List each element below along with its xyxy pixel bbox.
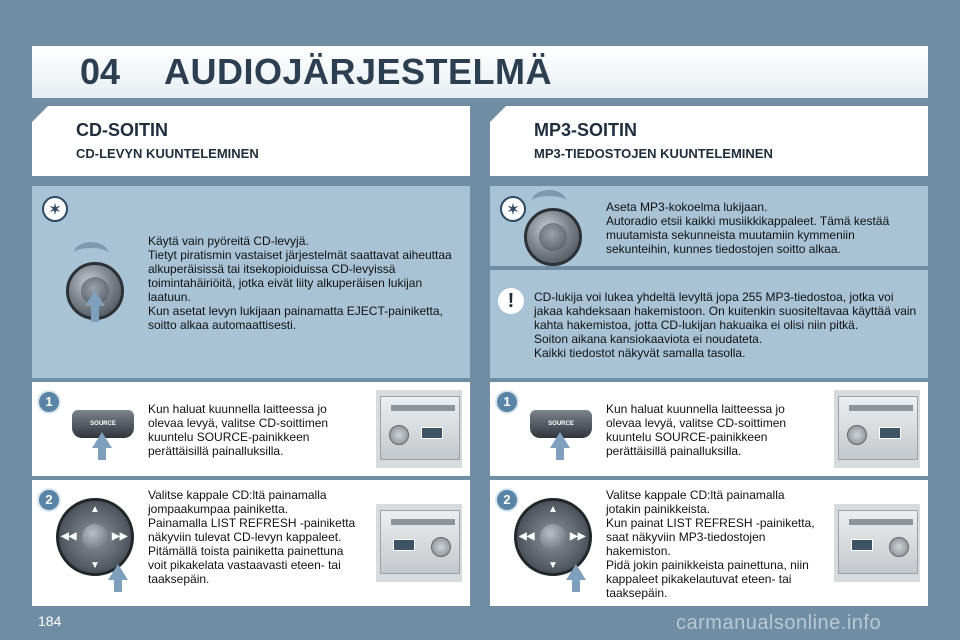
- watermark: carmanualsonline.info: [676, 612, 882, 634]
- radio-unit-image: [376, 504, 462, 582]
- sun-icon: ✶: [42, 196, 68, 222]
- chapter-number: 04: [80, 51, 121, 92]
- press-arrow-icon: [108, 564, 128, 580]
- mp3-section-subtitle: MP3-TIEDOSTOJEN KUUNTELEMINEN: [534, 146, 773, 161]
- radio-unit-image: [834, 390, 920, 468]
- sun-icon: ✶: [500, 196, 526, 222]
- navigation-pad-icon: ▲ ▼ ◀◀ ▶▶: [514, 498, 592, 576]
- radio-unit-image: [834, 504, 920, 582]
- page-number: 184: [38, 613, 62, 629]
- rotate-arrow-icon: [74, 242, 108, 264]
- cd-section-subtitle: CD-LEVYN KUUNTELEMINEN: [76, 146, 259, 161]
- exclamation-icon: !: [498, 288, 524, 314]
- mp3-step-1-panel: [490, 382, 928, 476]
- cd-step-1-panel: [32, 382, 470, 476]
- mp3-section-title: MP3-SOITIN: [534, 120, 638, 140]
- cd-step-1-text: Kun haluat kuunnella laitteessa jo olevaa levyä, valitse CD-soittimen kuuntelu SOURCE-painikkeen perättäisillä painalluksilla.: [148, 402, 329, 458]
- cd-section-title: CD-SOITIN: [76, 120, 168, 140]
- chapter-header: [32, 46, 928, 98]
- eject-knob-icon: [524, 208, 582, 266]
- cd-info-panel: [32, 186, 470, 378]
- radio-unit-image: [376, 390, 462, 468]
- step-number: 1: [495, 390, 519, 414]
- mp3-warning-panel: [490, 270, 928, 378]
- press-arrow-icon: [85, 290, 105, 306]
- press-arrow-icon: [550, 432, 570, 448]
- mp3-info-text: Aseta MP3-kokoelma lukijaan. Autoradio etsii kaikki musiikkikappaleet. Tämä kestää muutamista sekunneista muutamiin kymmeniin sekunteihin, kunnes tiedostojen soitto alkaa.: [606, 200, 890, 256]
- cd-info-text: Käytä vain pyöreitä CD-levyjä. Tietyt piratismin vastaiset järjestelmät saattavat aiheuttaa alkuperäisissä tai itsekopioiduissa CD-levyissä toimintahäiriöitä, jotka eivät liity alkuperäisen lukijan laatuun. Kun asetat levyn lukijaan painamatta EJECT-painiketta, soitto alkaa automaattisesti.: [148, 234, 452, 332]
- source-button-icon: SOURCE: [72, 410, 134, 438]
- chapter-title: AUDIOJÄRJESTELMÄ: [164, 51, 553, 92]
- source-button-icon: SOURCE: [530, 410, 592, 438]
- press-arrow-icon: [566, 564, 586, 580]
- mp3-warning-text: CD-lukija voi lukea yhdeltä levyltä jopa 255 MP3-tiedostoa, jotka voi jakaa kahdeksaan hakemistoon. On kuitenkin suositeltavaa käyttää vain kahta hakemistoa, jotta CD-lukijan hakuaika ei olisi niin pitkä. Soiton aikana kansiokaaviota ei noudateta. Kaikki tiedostot näkyvät samalla tasolla.: [534, 290, 917, 360]
- cd-section-heading: [32, 106, 470, 176]
- cd-step-2-panel: [32, 480, 470, 606]
- cd-step-2-text: Valitse kappale CD:ltä painamalla jompaakumpaa painiketta. Painamalla LIST REFRESH -painiketta näkyviin tulevat CD-levyn kappaleet. Pitämällä toista painiketta painettuna voit pikakelata vastaavasti eteen- tai taaksepäin.: [148, 488, 356, 586]
- navigation-pad-icon: ▲ ▼ ◀◀ ▶▶: [56, 498, 134, 576]
- press-arrow-icon: [92, 432, 112, 448]
- mp3-info-panel: [490, 186, 928, 266]
- step-number: 2: [37, 488, 61, 512]
- mp3-step-1-text: Kun haluat kuunnella laitteessa jo olevaa levyä, valitse CD-soittimen kuuntelu SOURCE-painikkeen perättäisillä painalluksilla.: [606, 402, 787, 458]
- step-number: 2: [495, 488, 519, 512]
- mp3-step-2-panel: [490, 480, 928, 606]
- mp3-section-heading: [490, 106, 928, 176]
- step-number: 1: [37, 390, 61, 414]
- mp3-step-2-text: Valitse kappale CD:ltä painamalla jotakin painikkeista. Kun painat LIST REFRESH -painiketta, saat näkyviin MP3-tiedostojen hakemiston. Pidä jokin painikkeista painettuna, niin kappaleet pikakelautuvat eteen- tai taaksepäin.: [606, 488, 815, 600]
